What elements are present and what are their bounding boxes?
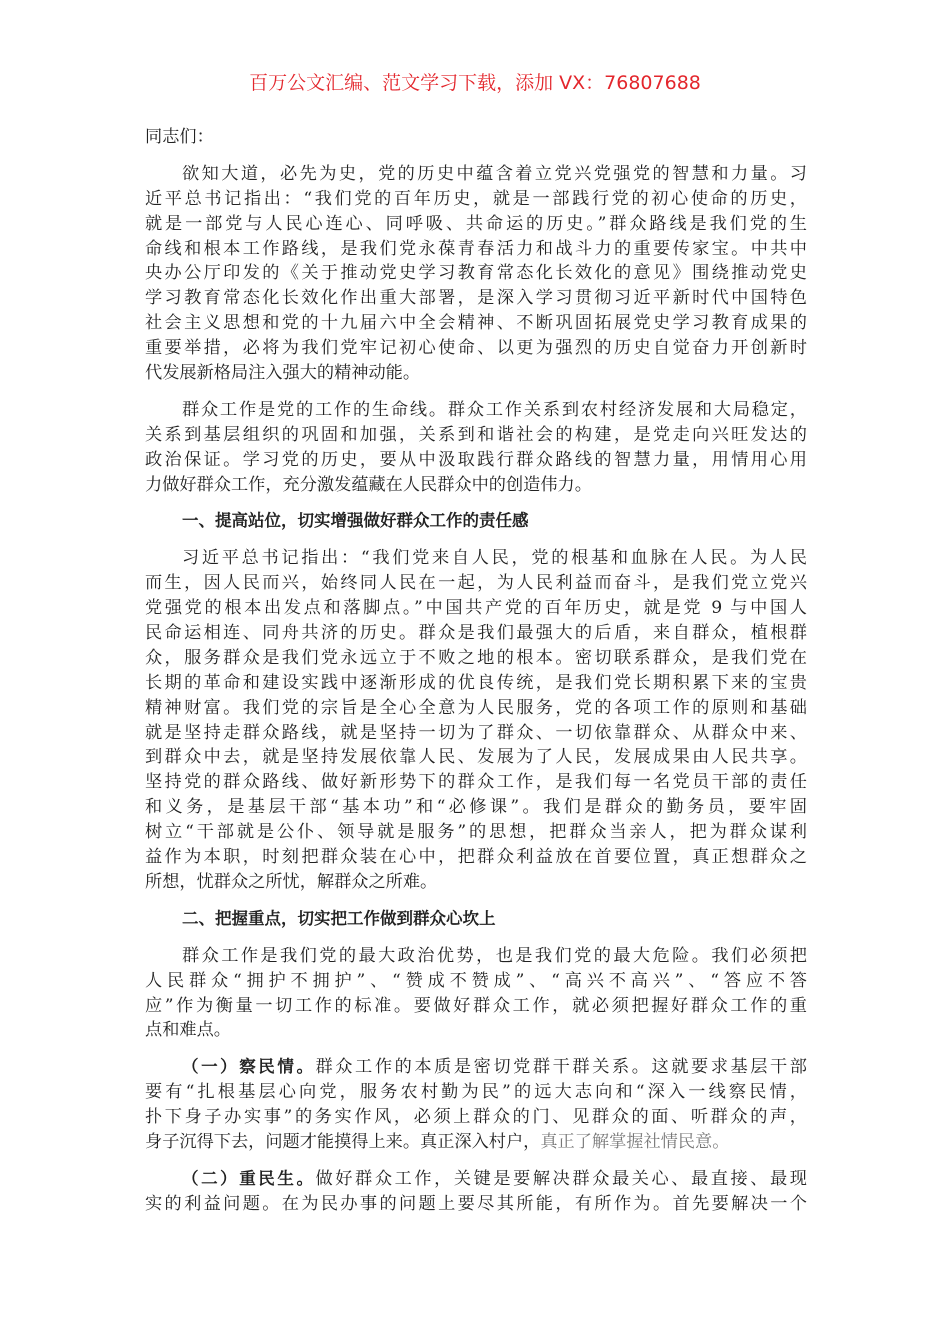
paragraph-line: 习近平总书记指出：“我们党来自人民，党的根基和血脉在人民。为人民: [182, 548, 807, 569]
paragraph-line: [145, 1055, 807, 1080]
paragraph: [145, 162, 807, 386]
heading-text: 一、提高站位，切实增强做好群众工作的责任感: [182, 511, 529, 531]
section-heading-1: [145, 509, 807, 534]
section-heading-2: [145, 907, 807, 932]
paragraph-line: 点和难点。: [145, 1020, 231, 1041]
paragraph-line: 党强党的根本出发点和落脚点。”中国共产党的百年历史，就是党 9 与中国人: [145, 598, 807, 619]
paragraph-line: 树立“干部就是公仆、领导就是服务”的思想，把群众当亲人，把为群众谋利: [145, 822, 807, 843]
paragraph-line: 就是坚持走群众路线，就是坚持一切为了群众、一切依靠群众、从群众中来、: [145, 722, 807, 743]
document-body: [145, 125, 807, 1217]
paragraph-line: 央办公厅印发的《关于推动党史学习教育常态化长效化的意见》围绕推动党史: [145, 263, 807, 284]
paragraph-line: 群众工作是我们党的最大政治优势，也是我们党的最大危险。我们必须把: [182, 945, 807, 966]
line-text: 群众工作的本质是密切党群干群关系。这就要求基层干部: [315, 1057, 807, 1078]
paragraph-line: 长期的革命和建设实践中逐渐形成的优良传统，是我们党长期积累下来的宝贵: [145, 672, 807, 693]
paragraph-line: 益作为本职，时刻把群众装在心中，把群众利益放在首要位置，真正想群众之: [145, 847, 807, 868]
paragraph-line: [145, 1130, 807, 1155]
salutation: [145, 125, 807, 150]
paragraph-line: 代发展新格局注入强大的精神动能。: [145, 363, 421, 384]
paragraph-line: 应”作为衡量一切工作的标准。要做好群众工作，就必须把握好群众工作的重: [145, 995, 807, 1016]
paragraph-line: 群众工作是党的工作的生命线。群众工作关系到农村经济发展和大局稳定，: [182, 399, 807, 420]
paragraph-line: [145, 1167, 807, 1192]
paragraph-line: 命线和根本工作路线，是我们党永葆青春活力和战斗力的重要传家宝。中共中: [145, 238, 807, 259]
paragraph-line: 众，服务群众是我们党永远立于不败之地的根本。密切联系群众，是我们党在: [145, 647, 807, 668]
paragraph-line: 民命运相连、同舟共济的历史。群众是我们最强大的后盾，来自群众，植根群: [145, 623, 807, 644]
paragraph: [145, 398, 807, 498]
paragraph-line: 和义务，是基层干部“基本功”和“必修课”。我们是群众的勤务员，要牢固: [145, 797, 807, 818]
paragraph-line: 所想，忧群众之所忧，解群众之所难。: [145, 871, 438, 892]
paragraph-line: 精神财富。我们党的宗旨是全心全意为人民服务，党的各项工作的原则和基础: [145, 697, 807, 718]
line-text: 真正了解掌握社情民意。: [540, 1131, 730, 1152]
paragraph-line: 学习教育常态化长效化作出重大部署，是深入学习贯彻习近平新时代中国特色: [145, 288, 807, 309]
subsection-observe-people: [145, 1055, 807, 1155]
paragraph-line: 坚持党的群众路线、做好新形势下的群众工作，是我们每一名党员干部的责任: [145, 772, 807, 793]
paragraph-line: 重要举措，必将为我们党牢记初心使命、以更为强烈的历史自觉奋力开创新时: [145, 338, 807, 359]
subsection-livelihood: [145, 1167, 807, 1217]
line-text: 做好群众工作，关键是要解决群众最关心、最直接、最现: [315, 1168, 807, 1189]
paragraph-line: 欲知大道，必先为史，党的历史中蕴含着立党兴党强党的智慧和力量。习: [182, 163, 807, 184]
subsection-lead: （一）察民情。: [182, 1057, 316, 1077]
paragraph: [145, 546, 807, 894]
paragraph-line: 政治保证。学习党的历史，要从中汲取践行群众路线的智慧力量，用情用心用: [145, 449, 807, 470]
line-text: 身子沉得下去，问题才能摸得上来。真正深入村户，: [145, 1131, 541, 1152]
paragraph-line: 到群众中去，就是坚持发展依靠人民、发展为了人民，发展成果由人民共享。: [145, 747, 807, 768]
paragraph-line: 实的利益问题。在为民办事的问题上要尽其所能，有所作为。首先要解决一个: [145, 1193, 807, 1214]
paragraph-line: 力做好群众工作，充分激发蕴藏在人民群众中的创造伟力。: [145, 474, 592, 495]
paragraph-line: 而生，因人民而兴，始终同人民在一起，为人民利益而奋斗，是我们党立党兴: [145, 573, 807, 594]
paragraph-line: 人民群众“拥护不拥护”、“赞成不赞成”、“高兴不高兴”、“答应不答: [145, 970, 807, 991]
paragraph: [145, 944, 807, 1044]
watermark-banner: 百万公文汇编、范文学习下载，添加 VX：76807688: [249, 72, 701, 94]
paragraph-line: 扑下身子办实事”的务实作风，必须上群众的门、见群众的面、听群众的声，: [145, 1107, 807, 1128]
paragraph-line: 就是一部党与人民心连心、同呼吸、共命运的历史。”群众路线是我们党的生: [145, 213, 807, 234]
heading-text: 二、把握重点，切实把工作做到群众心坎上: [182, 908, 496, 928]
paragraph-line: 社会主义思想和党的十九届六中全会精神、不断巩固拓展党史学习教育成果的: [145, 313, 807, 334]
paragraph-line: 关系到基层组织的巩固和加强，关系到和谐社会的构建，是党走向兴旺发达的: [145, 424, 807, 445]
subsection-lead: （二）重民生。: [182, 1168, 316, 1188]
paragraph-line: 要有“扎根基层心向党，服务农村勤为民”的远大志向和“深入一线察民情，: [145, 1082, 807, 1103]
salutation-text: 同志们：: [145, 127, 214, 147]
paragraph-line: 近平总书记指出：“我们党的百年历史，就是一部践行党的初心使命的历史，: [145, 188, 807, 209]
